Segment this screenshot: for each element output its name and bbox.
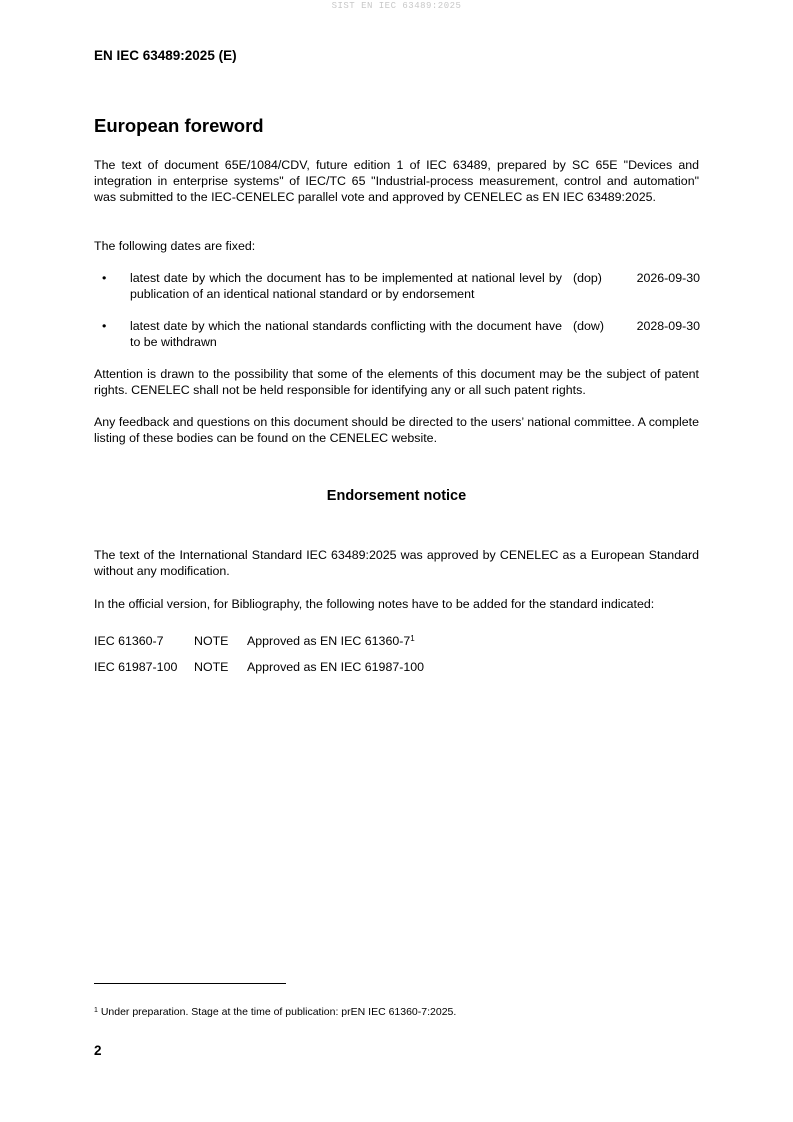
- page-number: 2: [94, 1043, 102, 1058]
- reference-approval: Approved as EN IEC 61987-100: [247, 660, 425, 674]
- document-header: EN IEC 63489:2025 (E): [94, 48, 237, 63]
- date-item-date: 2026-09-30: [636, 271, 700, 285]
- date-item-code: (dop): [573, 271, 602, 285]
- bullet-mark: •: [102, 319, 107, 333]
- date-item-code: (dow): [573, 319, 604, 333]
- reference-text: [247, 633, 415, 649]
- bibliography-paragraph: In the official version, for Bibliography, the following notes have to be added for the standard indicated:: [94, 597, 655, 611]
- feedback-paragraph: Any feedback and questions on this document should be directed to the users’ national committee. A complete listing of these bodies can be found on the CENELEC website.: [94, 415, 699, 445]
- dates-intro: The following dates are fixed:: [94, 239, 256, 253]
- endorsement-title: Endorsement notice: [326, 488, 467, 504]
- date-item-text: latest date by which the national standards conflicting with the document have to be withdrawn: [130, 319, 562, 349]
- reference-standard: IEC 61987-100: [94, 660, 178, 674]
- footnote-mark: 1: [94, 1007, 98, 1014]
- reference-standard: IEC 61360-7: [94, 634, 164, 648]
- footnote-separator: [94, 983, 286, 984]
- patent-paragraph: Attention is drawn to the possibility that some of the elements of this document may be the subject of patent rights. CENELEC shall not be held responsible for identifying any or all such patent rights.: [94, 367, 699, 397]
- date-item-date: 2028-09-30: [636, 319, 700, 333]
- date-item-text: latest date by which the document has to be implemented at national level by publication of an identical national standard or by endorsement: [130, 271, 562, 301]
- footnote-reference: 1: [410, 634, 415, 643]
- reference-approval: Approved as EN IEC 61360-7: [247, 634, 411, 648]
- bullet-mark: •: [102, 271, 107, 285]
- footnote-text: Under preparation. Stage at the time of publication: prEN IEC 61360-7:2025.: [100, 1006, 457, 1018]
- reference-note: NOTE: [194, 634, 229, 648]
- watermark: SIST EN IEC 63489:2025: [331, 1, 462, 11]
- footnote: [94, 1006, 456, 1018]
- reference-note: NOTE: [194, 660, 229, 674]
- endorsement-paragraph: The text of the International Standard IEC 63489:2025 was approved by CENELEC as a European Standard without any modification.: [94, 548, 699, 578]
- foreword-title: European foreword: [94, 115, 264, 136]
- foreword-paragraph: The text of document 65E/1084/CDV, future edition 1 of IEC 63489, prepared by SC 65E "Devices and integration in enterprise systems" of IEC/TC 65 "Industrial-process measurement, control and automation" was submitted to the IEC-CENELEC parallel vote and approved by CENELEC as EN IEC 63489:2025.: [94, 158, 699, 204]
